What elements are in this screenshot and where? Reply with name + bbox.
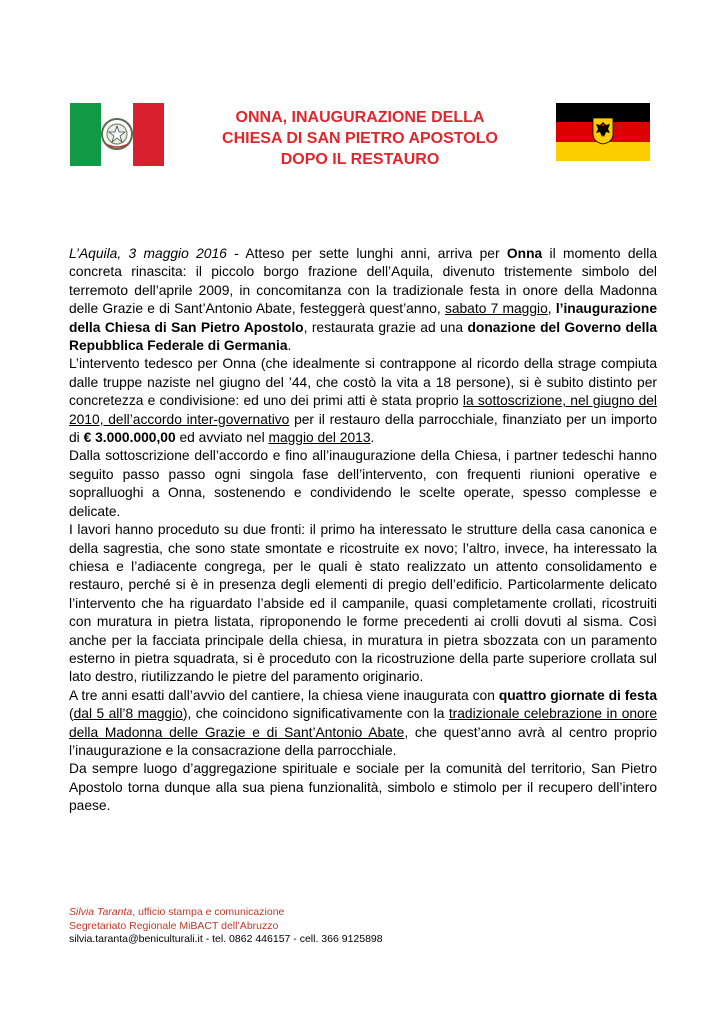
footer-contact-line: silvia.taranta@beniculturali.it - tel. 0862 446157 - cell. 366 9125898 xyxy=(69,933,383,945)
footer-author xyxy=(69,906,383,920)
bold-span: donazione del Governo della Repubblica Federale di Germania xyxy=(69,319,657,354)
paragraph-works: I lavori hanno proceduto su due fronti: il primo ha interessato le strutture della casa canonica e della sagrestia, che sono state smontate e ricostruite ex novo; l’altro, invece, ha interessato la chiesa e l’adiacente congrega, per le quali è stato realizzato un attento consolidamento e restauro, perché si è in presenza degli elementi di pregio dell’edificio. Particolarmente delicato l’intervento che ha riguardato l’abside ed il campanile, quasi completamente crollati, ricostruiti con muratura in pietra listata, riproponendo le forme precedenti ai crolli dovuti al sisma. Così anche per la facciata principale della chiesa, in muratura in pietra sbozzata con un paramento esterno in pietra squadrata, si è proceduto con la ricostruzione della parte superiore crollata sul lato destro, riutilizzando le pietre del paramento originario. xyxy=(69,522,657,685)
page-title xyxy=(180,107,540,170)
italian-emblem-icon xyxy=(100,117,134,151)
bold-span: l’inaugurazione della Chiesa di San Pietro Apostolo xyxy=(69,301,657,335)
text-span: , che quest’anno avrà al centro proprio l’inaugurazione e la consacrazione della parrocchiale. xyxy=(69,724,657,758)
text-span: ed avviato nel xyxy=(175,430,269,446)
title-line: DOPO IL RESTAURO xyxy=(280,151,440,168)
text-span: per il restauro della parrocchiale, finanziato per un importo di xyxy=(69,411,657,446)
text-span: il momento della concreta rinascita: il piccolo borgo frazione dell’Aquila, divenuto tristemente simbolo del terremoto dell’aprile 2009, in concomitanza con la tradizionale festa in onore della Madonna delle Grazie e di Sant’Antonio Abate, festeggerà quest’anno, xyxy=(69,246,658,317)
underlined-span: tradizionale celebrazione in onore della Madonna delle Grazie e di Sant’Antonio Abate xyxy=(69,706,657,740)
underlined-span: la sottoscrizione, nel giugno del 2010, dell’accordo inter-governativo xyxy=(69,393,658,427)
dateline: L’Aquila, 3 maggio 2016 xyxy=(69,246,227,261)
footer-office: Segretariato Regionale MiBACT dell’Abruzzo xyxy=(69,919,279,932)
paragraph-german-intervention xyxy=(69,355,657,447)
text-span: L’intervento tedesco per Onna (che idealmente si contrappone al ricordo della strage compiuta dalle truppe naziste nel giugno del ’44, che costò la vita a 18 persone), si è subito distinto per concretezza e condivisione: ed uno dei primi atti è stata proprio xyxy=(69,356,657,409)
text-span: ( xyxy=(69,706,74,722)
bold-span: quattro giornate di festa xyxy=(498,687,657,703)
title-line: ONNA, INAUGURAZIONE DELLA xyxy=(235,109,485,126)
underlined-span: dal 5 all’8 maggio xyxy=(73,706,183,722)
text-span: - Atteso per sette lunghi anni, arriva per xyxy=(226,246,507,261)
eagle-crest-icon xyxy=(592,117,614,145)
paragraph-inauguration xyxy=(69,687,657,761)
funding-amount: € 3.000.000,00 xyxy=(83,430,176,446)
text-span: A tre anni esatti dall’avvio del cantiere, la chiesa viene inaugurata con xyxy=(69,687,499,703)
paragraph-intro xyxy=(69,245,657,355)
author-role: , ufficio stampa e comunicazione xyxy=(132,906,285,918)
text-span: . xyxy=(370,430,375,446)
title-line: CHIESA DI SAN PIETRO APOSTOLO xyxy=(222,130,498,147)
underlined-span: sabato 7 maggio xyxy=(444,301,548,317)
flag-band-green xyxy=(70,103,101,166)
text-span: ), che coincidono significativamente con la xyxy=(182,706,449,722)
author-name: Silvia Taranta xyxy=(69,906,133,918)
press-release-body xyxy=(69,245,657,816)
paragraph-partners: Dalla sottoscrizione dell’accordo e fino all’inaugurazione della Chiesa, i partner tedeschi hanno seguito passo passo ogni singola fase dell’intervento, con frequenti riunioni operative e sopralluoghi a Onna, sostenendo e condividendo le scelte operate, spesso complesse e delicate. xyxy=(69,448,657,519)
german-flag xyxy=(556,103,650,161)
footer-contacts xyxy=(69,906,383,947)
bold-span: Onna xyxy=(506,246,543,261)
text-span: , restaurata grazie ad una xyxy=(303,319,468,335)
italian-flag xyxy=(70,103,164,166)
text-span: , xyxy=(547,301,556,317)
flag-band-red xyxy=(133,103,164,166)
text-span: . xyxy=(287,338,292,354)
paragraph-closing: Da sempre luogo d’aggregazione spirituale e sociale per la comunità del territorio, San Pietro Apostolo torna dunque alla sua piena funzionalità, simbolo e stimolo per il recupero dell’intero paese. xyxy=(69,761,657,814)
underlined-span: maggio del 2013 xyxy=(268,430,371,446)
